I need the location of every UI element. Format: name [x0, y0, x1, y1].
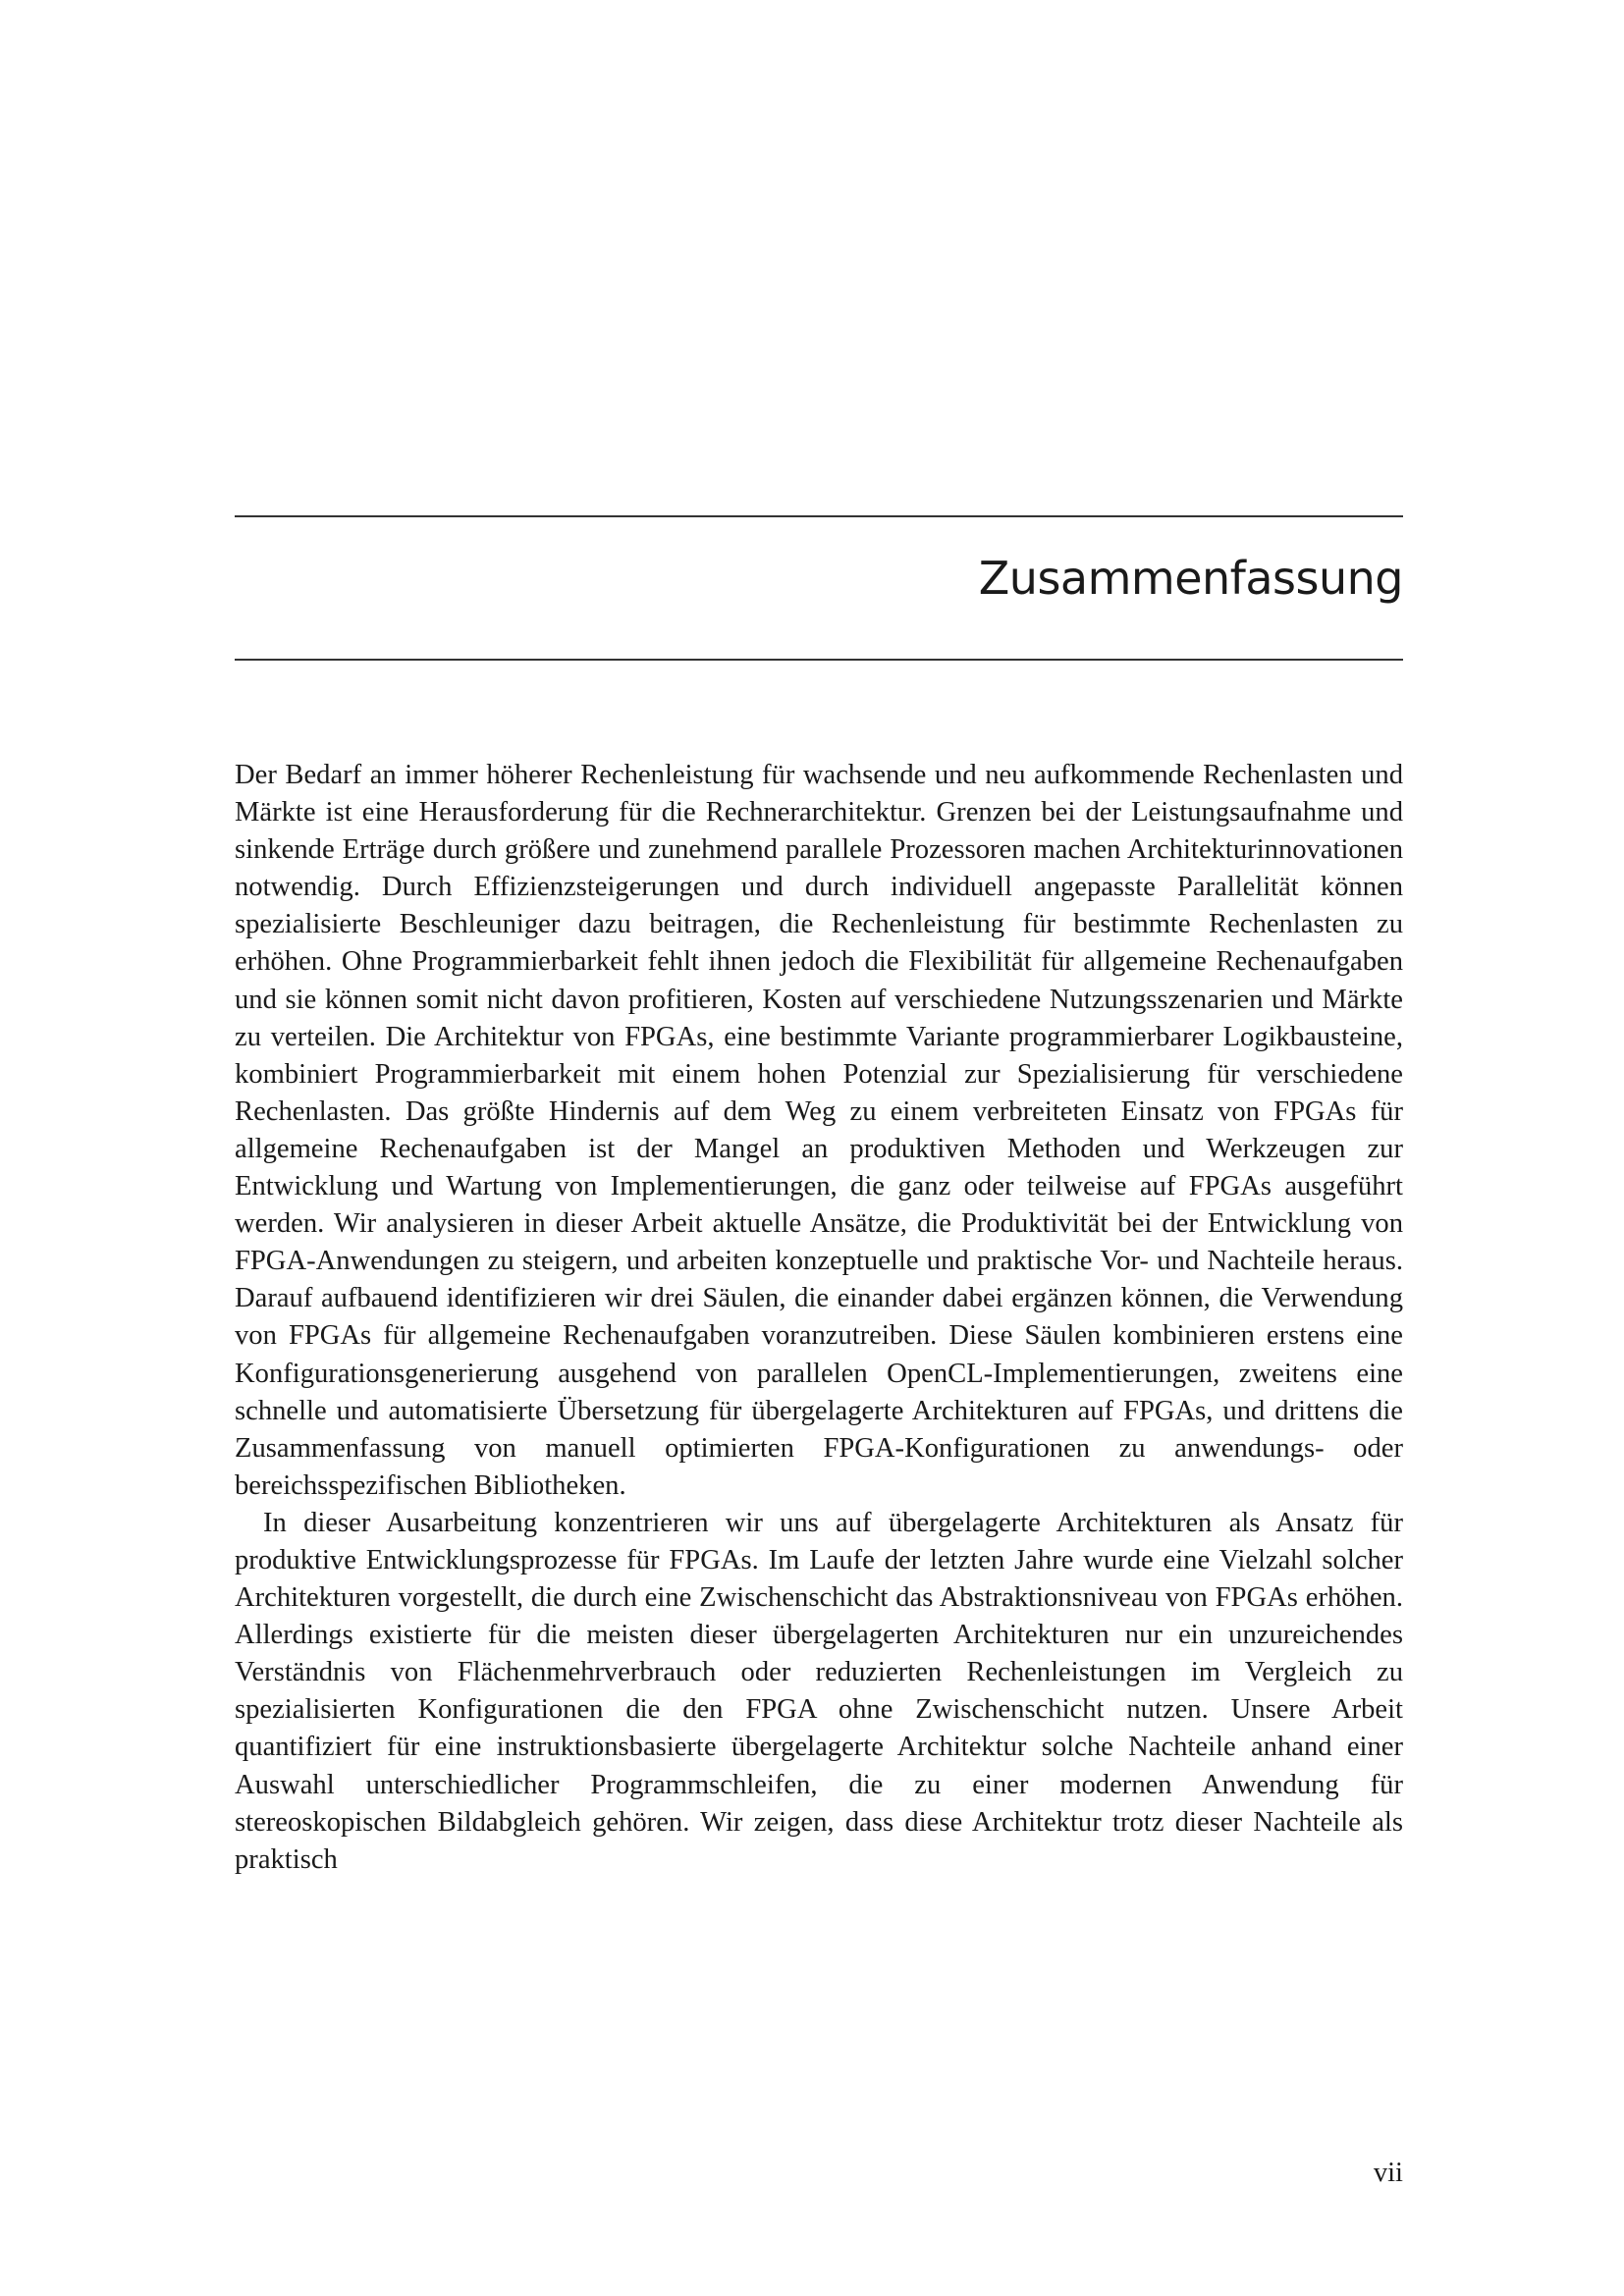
paragraph-1: Der Bedarf an immer höherer Rechenleistung für wachsende und neu aufkommende Rechenlasten und Märkte ist eine Herausforderung für die Rechnerarchitektur. Grenzen bei der Leistungsaufnahme und sinkende Erträge durch größere und zunehmend parallele Prozessoren machen Architekturinnovationen notwendig. Durch Effizienzsteigerungen und durch individuell angepasste Parallelität können spezialisierte Beschleuniger dazu beitragen, die Rechenleistung für bestimmte Rechenlasten zu erhöhen. Ohne Programmierbarkeit fehlt ihnen jedoch die Flexibilität für allgemeine Rechenaufgaben und sie können somit nicht davon profitieren, Kosten auf verschiedene Nutzungsszenarien und Märkte zu verteilen. Die Architektur von FPGAs, eine bestimmte Variante programmierbarer Logikbausteine, kombiniert Programmierbarkeit mit einem hohen Potenzial zur Spezialisierung für verschiedene Rechenlasten. Das größte Hindernis auf dem Weg zu einem verbreiteten Einsatz von FPGAs für allgemeine Rechenaufgaben ist der Mangel an produktiven Methoden und Werkzeugen zur Entwicklung und Wartung von Implementierungen, die ganz oder teilweise auf FPGAs ausgeführt werden. Wir analysieren in dieser Arbeit aktuelle Ansätze, die Produktivität bei der Entwicklung von FPGA-Anwendungen zu steigern, und arbeiten konzeptuelle und praktische Vor- und Nachteile heraus. Darauf aufbauend identifizieren wir drei Säulen, die einander dabei ergänzen können, die Verwendung von FPGAs für allgemeine Rechenaufgaben voranzutreiben. Diese Säulen kombinieren erstens eine Konfigurationsgenerierung ausgehend von parallelen OpenCL-Implementierungen, zweitens eine schnelle und automatisierte Übersetzung für übergelagerte Architekturen auf FPGAs, und drittens die Zusammenfassung von manuell optimierten FPGA-Konfigurationen zu anwendungs- oder bereichsspezifischen Bibliotheken. [235, 760, 1403, 1501]
chapter-title: Zusammenfassung [978, 552, 1403, 605]
page-number: vii [1373, 2158, 1403, 2188]
chapter-top-rule [235, 515, 1403, 517]
paragraph-2: In dieser Ausarbeitung konzentrieren wir uns auf übergelagerte Architekturen als Ansatz für produktive Entwicklungsprozesse für FPGAs. Im Laufe der letzten Jahre wurde eine Vielzahl solcher Architekturen vorgestellt, die durch eine Zwischenschicht das Abstraktionsniveau von FPGAs erhöhen. Allerdings existierte für die meisten dieser übergelagerten Architekturen nur ein unzureichendes Verständnis von Flächenmehrverbrauch oder reduzierten Rechenleistungen im Vergleich zu spezialisierten Konfigurationen die den FPGA ohne Zwischenschicht nutzen. Unsere Arbeit quantifiziert für eine instruktionsbasierte übergelagerte Architektur solche Nachteile anhand einer Auswahl unterschiedlicher Programmschleifen, die zu einer modernen Anwendung für stereoskopischen Bildabgleich gehören. Wir zeigen, dass diese Architektur trotz dieser Nachteile als praktisch [235, 1507, 1403, 1875]
body-text [235, 757, 1403, 1879]
chapter-bottom-rule [235, 659, 1403, 661]
